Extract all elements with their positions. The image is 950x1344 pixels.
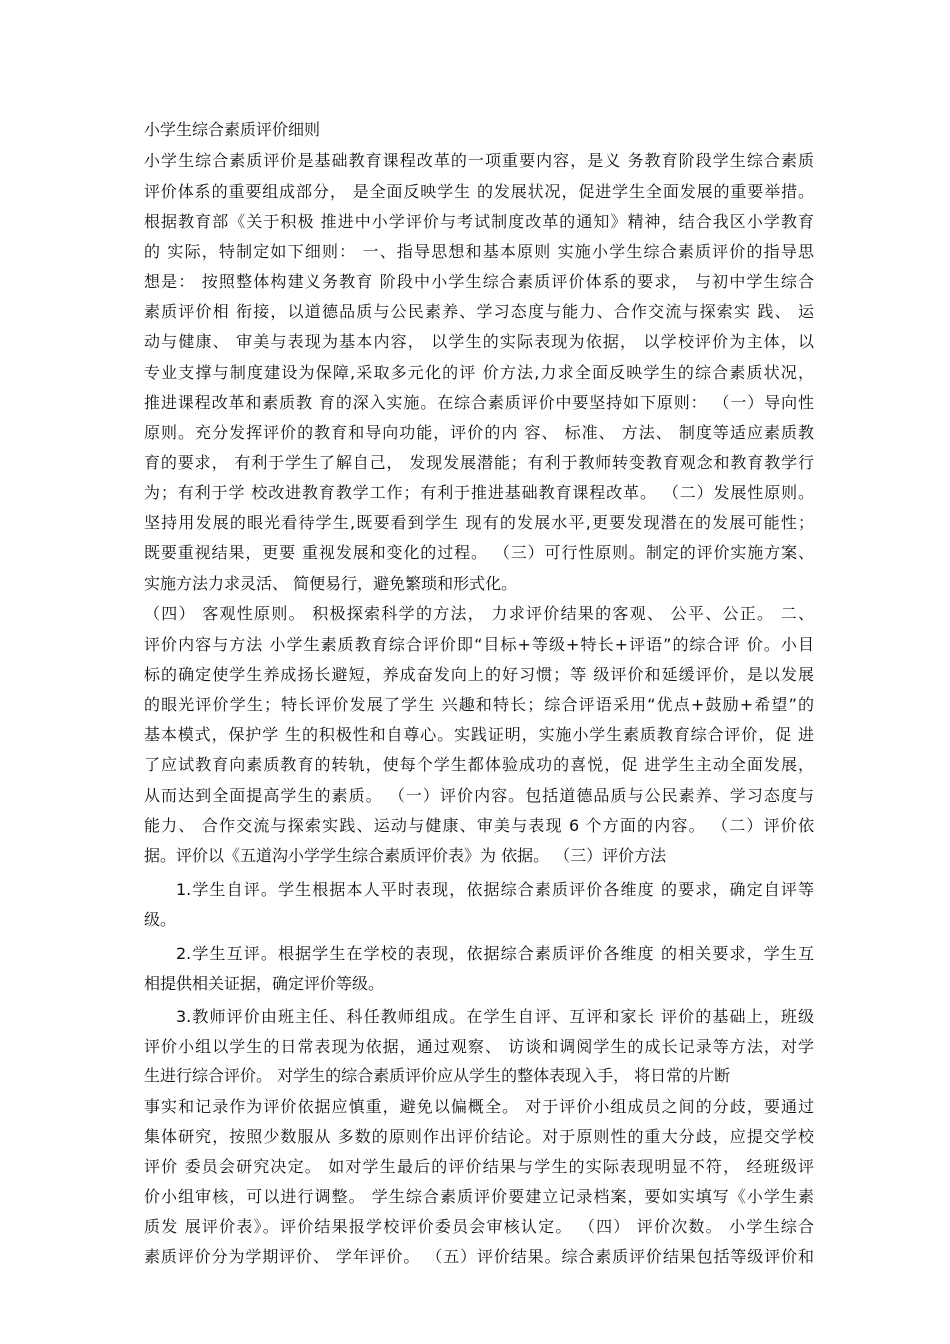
text-line: 能力、 合作交流与探索实践、运动与健康、审美与表现 6 个方面的内容。 （二）评价依 — [144, 816, 814, 835]
text-line: 育的要求， 有利于学生了解自己， 发现发展潜能；有利于教师转变教育观念和教育教学行 — [144, 453, 814, 472]
text-line: 原则。充分发挥评价的教育和导向功能，评价的内 容、 标准、 方法、 制度等适应素质教 — [144, 423, 814, 442]
text-line: 基本模式，保护学 生的积极性和自尊心。实践证明，实施小学生素质教育综合评价，促 进 — [144, 725, 814, 744]
text-line: 级。 — [144, 910, 177, 929]
text-line: 评价 委员会研究决定。 如对学生最后的评价结果与学生的实际表现明显不符， 经班级评 — [144, 1157, 814, 1176]
text-line: 从而达到全面提高学生的素质。 （一）评价内容。包括道德品质与公民素养、学习态度与 — [144, 786, 814, 805]
text-line: 动与健康、 审美与表现为基本内容， 以学生的实际表现为依据， 以学校评价为主体，以 — [144, 332, 814, 351]
text-line: 集体研究，按照少数服从 多数的原则作出评价结论。对于原则性的重大分歧，应提交学校 — [144, 1127, 814, 1146]
text-line: 推进课程改革和素质教 育的深入实施。在综合素质评价中要坚持如下原则： （一）导向性 — [144, 393, 814, 412]
text-line: 评价小组以学生的日常表现为依据，通过观察、 访谈和调阅学生的成长记录等方法，对学 — [144, 1037, 814, 1056]
text-line: 据。评价以《五道沟小学学生综合素质评价表》为 依据。 （三）评价方法 — [144, 846, 667, 865]
text-line: 根据教育部《关于积极 推进中小学评价与考试制度改革的通知》精神，结合我区小学教育 — [144, 212, 814, 231]
text-line: 既要重视结果，更要 重视发展和变化的过程。 （三）可行性原则。制定的评价实施方案、 — [144, 543, 814, 562]
text-line: 专业支撑与制度建设为保障,采取多元化的评 价方法,力求全面反映学生的综合素质状况， — [144, 363, 814, 382]
text-line: 评价体系的重要组成部分， 是全面反映学生 的发展状况，促进学生全面发展的重要举措。 — [144, 182, 814, 201]
text-line: 了应试教育向素质教育的转轨，使每个学生都体验成功的喜悦，促 进学生主动全面发展， — [144, 755, 814, 774]
text-line: 的 实际，特制定如下细则： 一、指导思想和基本原则 实施小学生综合素质评价的指导思 — [144, 242, 814, 261]
text-line: 实施方法力求灵活、 简便易行，避免繁琐和形式化。 — [144, 574, 518, 593]
text-line: 相提供相关证据，确定评价等级。 — [144, 974, 385, 993]
text-line: 想是： 按照整体构建义务教育 阶段中小学生综合素质评价体系的要求， 与初中学生综合 — [144, 272, 814, 291]
text-line: 生进行综合评价。 对学生的综合素质评价应从学生的整体表现入手， 将日常的片断 — [144, 1066, 731, 1085]
text-line: 坚持用发展的眼光看待学生,既要看到学生 现有的发展水平,更要发现潜在的发展可能性； — [144, 513, 814, 532]
text-line: 素质评价相 衔接，以道德品质与公民素养、学习态度与能力、合作交流与探索实 践、 运 — [144, 302, 814, 321]
text-line: 质发 展评价表》。评价结果报学校评价委员会审核认定。 （四） 评价次数。 小学生综合 — [144, 1217, 814, 1236]
text-line: 价小组审核，可以进行调整。 学生综合素质评价要建立记录档案，要如实填写《小学生素 — [144, 1187, 814, 1206]
text-line: 标的确定使学生养成扬长避短，养成奋发向上的好习惯；等 级评价和延缓评价，是以发展 — [144, 665, 814, 684]
text-line: （四） 客观性原则。 积极探索科学的方法， 力求评价结果的客观、 公平、公正。 二、 — [144, 604, 814, 623]
text-line: 为；有利于学 校改进教育教学工作；有利于推进基础教育课程改革。 （二）发展性原则。 — [144, 483, 814, 502]
text-line: 的眼光评价学生；特长评价发展了学生 兴趣和特长；综合评语采用“优点+鼓励+希望”的 — [144, 695, 814, 714]
text-line: 素质评价分为学期评价、 学年评价。 （五）评价结果。综合素质评价结果包括等级评价和 — [144, 1247, 814, 1266]
list-item-self-eval: 1.学生自评。学生根据本人平时表现，依据综合素质评价各维度 的要求，确定自评等 — [176, 880, 814, 899]
text-line: 事实和记录作为评价依据应慎重，避免以偏概全。 对于评价小组成员之间的分歧，要通过 — [144, 1097, 814, 1116]
list-item-peer-eval: 2.学生互评。根据学生在学校的表现，依据综合素质评价各维度 的相关要求，学生互 — [176, 944, 814, 963]
document-title: 小学生综合素质评价细则 — [144, 120, 321, 139]
text-line: 小学生综合素质评价是基础教育课程改革的一项重要内容，是义 务教育阶段学生综合素质 — [144, 151, 814, 170]
text-line: 评价内容与方法 小学生素质教育综合评价即“目标+等级+特长+评语”的综合评 价。小目 — [144, 635, 814, 654]
list-item-teacher-eval: 3.教师评价由班主任、科任教师组成。在学生自评、互评和家长 评价的基础上，班级 — [176, 1007, 814, 1026]
